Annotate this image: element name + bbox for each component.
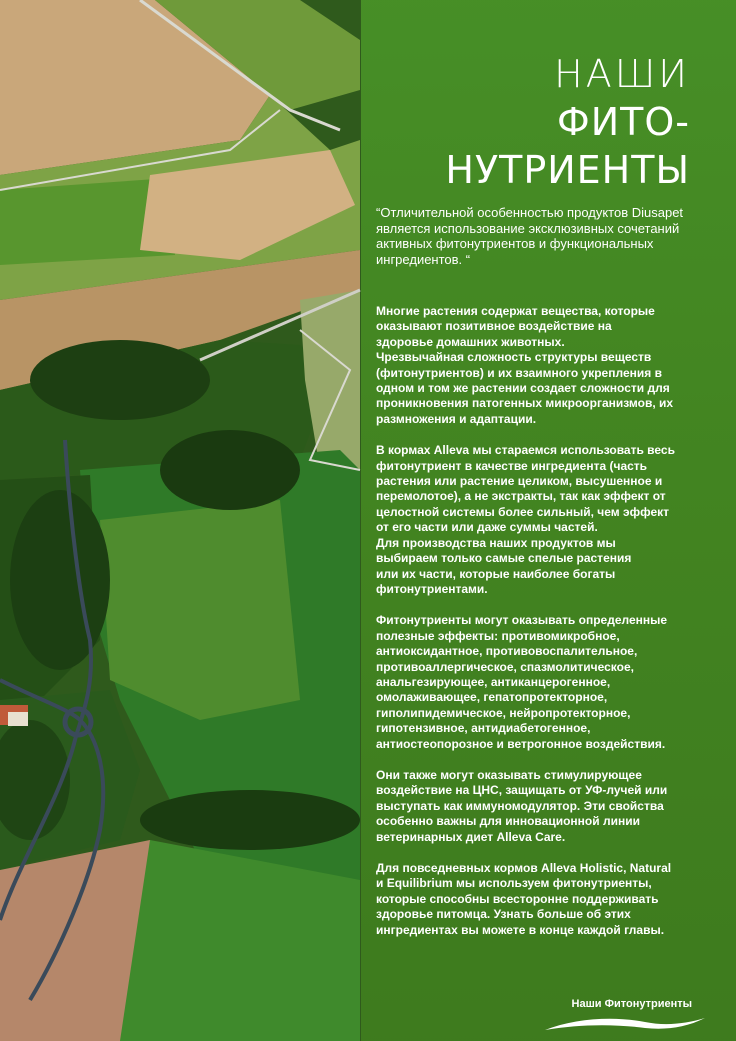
- text-line: ингредиентах вы можете в конце каждой главы.: [376, 922, 665, 937]
- text-line: противоаллергическое, спазмолитическое,: [376, 659, 634, 674]
- text-line: полезные эффекты: противомикробное,: [376, 628, 620, 643]
- text-line: от его части или даже суммы частей.: [376, 520, 598, 535]
- text-line: гиполипидемическое, нейропротекторное,: [376, 705, 631, 720]
- text-line: и Equilibrium мы используем фитонутриенты,: [376, 876, 652, 891]
- text-line: здоровье домашних животных.: [376, 334, 565, 349]
- text-line: или их части, которые наиболее богаты: [376, 566, 616, 581]
- text-line: растения или растение целиком, высушенное и: [376, 474, 663, 489]
- text-line: Многие растения содержат вещества, которые: [376, 304, 655, 318]
- text-line: фитонутриент в качестве ингредиента (часть: [376, 458, 648, 473]
- text-line: Они также могут оказывать стимулирующее: [376, 767, 642, 782]
- paragraph-effects: [376, 613, 706, 752]
- text-line: одном и том же растении создает сложности для: [376, 381, 670, 396]
- text-line: воздействие на ЦНС, защищать от УФ-лучей или: [376, 783, 668, 798]
- text-line: Для производства наших продуктов мы: [376, 535, 616, 550]
- text-line: Фитонутриенты могут оказывать определенные: [376, 613, 668, 628]
- wave-decoration-icon: [545, 1014, 705, 1034]
- footer-section-label: Наши Фитонутриенты: [571, 998, 692, 1010]
- text-line: проникновения патогенных микроорганизмов, их: [376, 396, 674, 411]
- text-line: омолаживающее, гепатопротекторное,: [376, 690, 608, 705]
- text-line: В кормах Alleva мы стараемся использовать весь: [376, 443, 675, 458]
- page-title: [445, 50, 690, 194]
- text-line: перемолотое), а не экстракты, так как эффект от: [376, 489, 666, 504]
- title-line-2: ФИТО-: [557, 100, 690, 144]
- paragraph-daily-food: [376, 861, 706, 938]
- text-line: фитонутриентами.: [376, 581, 488, 596]
- text-line: выступать как иммуномодулятор. Эти свойства: [376, 798, 664, 813]
- title-line-1: НАШИ: [554, 52, 690, 96]
- text-line: особенно важны для инновационной линии: [376, 814, 640, 829]
- paragraph-alleva-usage: [376, 443, 706, 597]
- text-line: (фитонутриентов) и их взаимного укрепления в: [376, 365, 662, 380]
- text-line: здоровье питомца. Узнать больше об этих: [376, 907, 631, 922]
- text-line: ветеринарных диет Alleva Care.: [376, 829, 566, 844]
- text-line: Чрезвычайная сложность структуры веществ: [376, 350, 652, 365]
- text-line: размножения и адаптации.: [376, 411, 537, 426]
- text-line: антиостеопорозное и ветрогонное воздействия.: [376, 736, 666, 751]
- text-line: выбираем только самые спелые растения: [376, 551, 632, 566]
- text-line: целостной системы более сильный, чем эффект: [376, 504, 670, 519]
- intro-quote: “Отличительной особенностью продуктов Diusapet является использование эксклюзивных сочетаний активных фитонутриентов и функциональных ингредиентов. “: [376, 205, 684, 267]
- body-text: [376, 304, 706, 954]
- text-line: которые способны всесторонне поддерживать: [376, 891, 659, 906]
- title-line-3: НУТРИЕНТЫ: [445, 148, 690, 192]
- text-line: антиоксидантное, противовоспалительное,: [376, 644, 638, 659]
- text-line: анальгезирующее, антиканцерогенное,: [376, 674, 611, 689]
- text-line: оказывают позитивное воздействие на: [376, 319, 612, 334]
- text-line: Для повседневных кормов Alleva Holistic, Natural: [376, 861, 672, 875]
- paragraph-plants: [376, 304, 706, 427]
- text-line: гипотензивное, антидиабетогенное,: [376, 721, 591, 736]
- paragraph-cns: [376, 768, 706, 845]
